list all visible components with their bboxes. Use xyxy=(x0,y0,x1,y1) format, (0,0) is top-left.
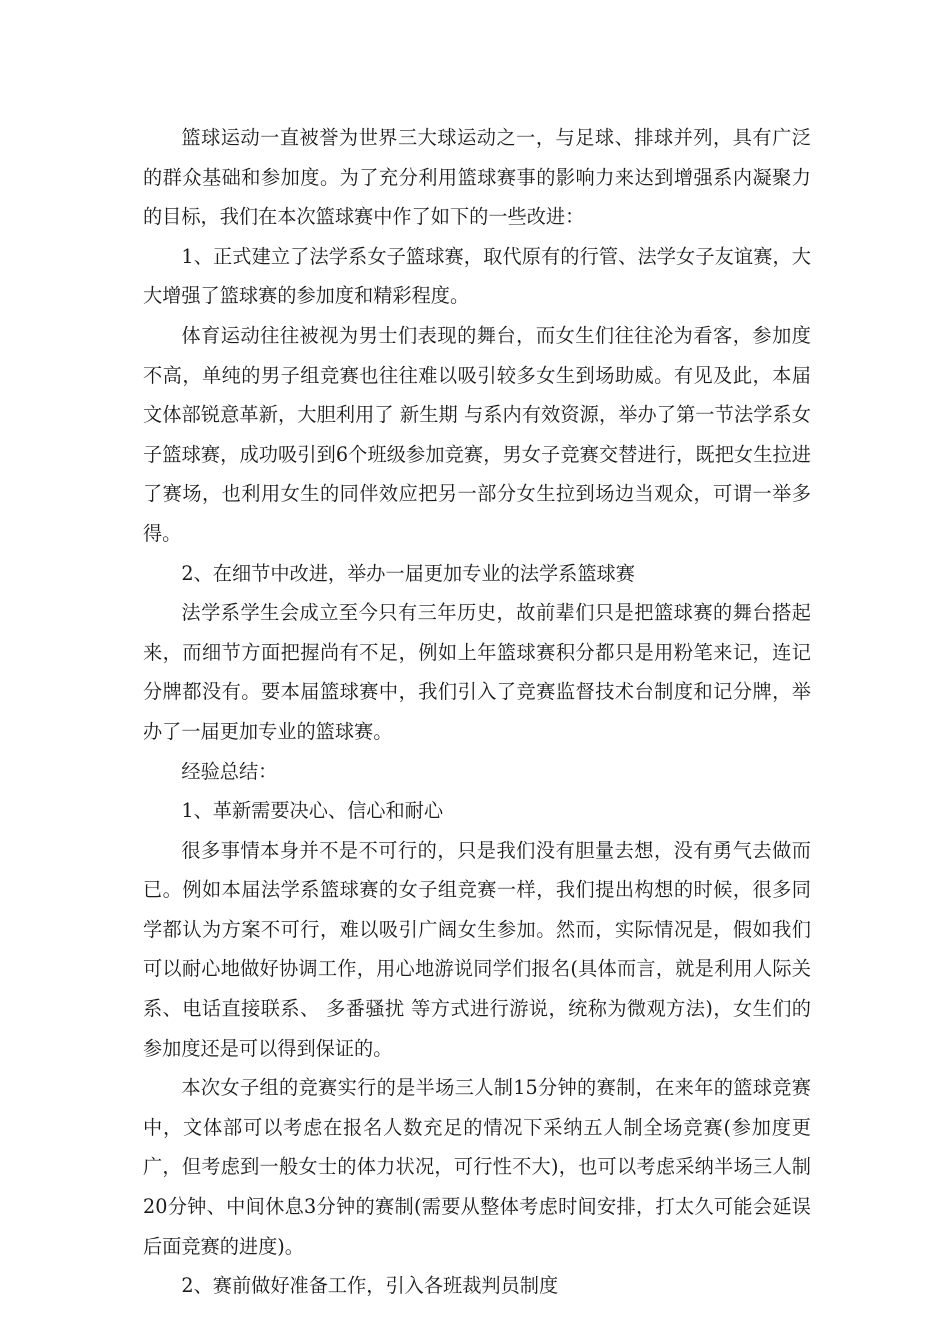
document-body xyxy=(143,118,811,1306)
paragraph-item-1-body: 体育运动往往被视为男士们表现的舞台，而女生们往往沦为看客，参加度不高，单纯的男子组竞赛也往往难以吸引较多女生到场助威。有见及此，本届文体部锐意革新，大胆利用了 新生期 与系内有效资源，举办了第一节法学系女子篮球赛，成功吸引到6个班级参加竞赛，男女子竞赛交替进行，既把女生拉进了赛场，也利用女生的同伴效应把另一部分女生拉到场边当观众，可谓一举多得。 xyxy=(143,323,811,545)
paragraph-summary-heading: 经验总结： xyxy=(181,759,278,783)
paragraph-item-1-heading: 1、正式建立了法学系女子篮球赛，取代原有的行管、法学女子友谊赛，大大增强了篮球赛的参加度和精彩程度。 xyxy=(143,244,811,308)
paragraph-summary-1-body-2: 本次女子组的竞赛实行的是半场三人制15分钟的赛制，在来年的篮球竞赛中，文体部可以考虑在报名人数充足的情况下采纳五人制全场竞赛(参加度更广，但考虑到一般女士的体力状况，可行性不大)，也可以考虑采纳半场三人制20分钟、中间休息3分钟的赛制(需要从整体考虑时间安排，打太久可能会延误后面竞赛的进度)。 xyxy=(143,1076,811,1258)
paragraph-summary-1-heading: 1、革新需要决心、信心和耐心 xyxy=(181,799,444,823)
paragraph-intro: 篮球运动一直被誉为世界三大球运动之一，与足球、排球并列，具有广泛的群众基础和参加度。为了充分利用篮球赛事的影响力来达到增强系内凝聚力的目标，我们在本次篮球赛中作了如下的一些改进： xyxy=(143,126,811,229)
paragraph-item-2-body: 法学系学生会成立至今只有三年历史，故前辈们只是把篮球赛的舞台搭起来，而细节方面把握尚有不足，例如上年篮球赛积分都只是用粉笔来记，连记分牌都没有。要本届篮球赛中，我们引入了竞赛监督技术台制度和记分牌，举办了一届更加专业的篮球赛。 xyxy=(143,601,811,743)
paragraph-summary-1-body: 很多事情本身并不是不可行的，只是我们没有胆量去想，没有勇气去做而已。例如本届法学系篮球赛的女子组竞赛一样，我们提出构想的时候，很多同学都认为方案不可行，难以吸引广阔女生参加。然而，实际情况是，假如我们可以耐心地做好协调工作，用心地游说同学们报名(具体而言，就是利用人际关系、电话直接联系、 多番骚扰 等方式进行游说，统称为微观方法)，女生们的参加度还是可以得到保证的。 xyxy=(143,838,811,1060)
paragraph-item-2-heading: 2、在细节中改进，举办一届更加专业的法学系篮球赛 xyxy=(181,561,635,585)
paragraph-summary-2-heading: 2、赛前做好准备工作，引入各班裁判员制度 xyxy=(181,1274,559,1298)
